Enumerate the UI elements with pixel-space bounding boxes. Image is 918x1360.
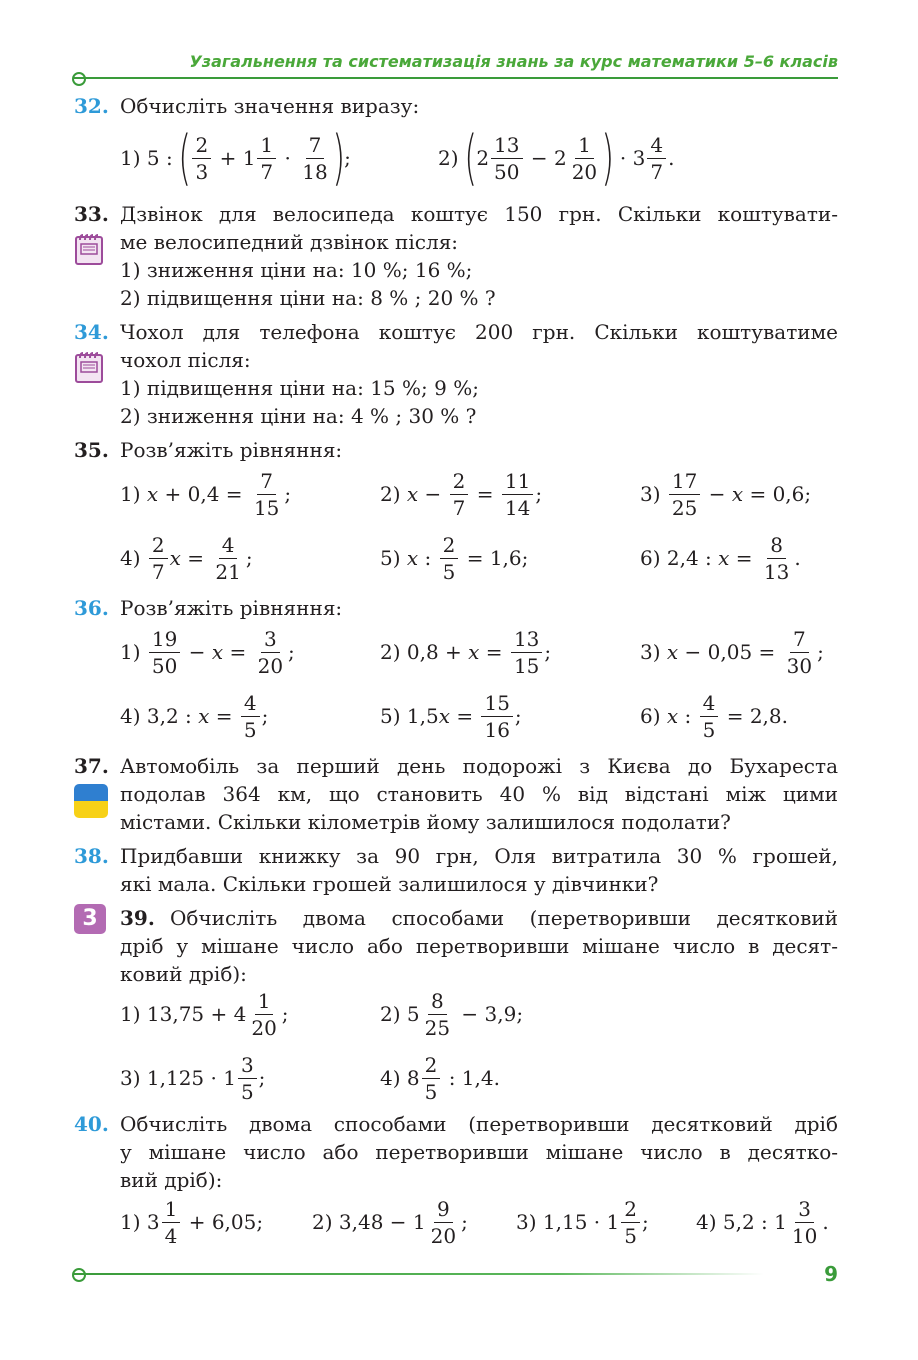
exercise-36-eq-1: 1) 19 50 − x = 3 20 ; xyxy=(120,626,295,678)
ukraine-flag-icon xyxy=(74,784,108,818)
exercise-35-eq-2: 2) x − 2 7 = 11 14 ; xyxy=(380,468,543,520)
exercise-32-part-1: 1) 5 : ( 2 3 + 1 1 7 · 7 18 ) ; xyxy=(120,123,351,193)
exercise-32-text: Обчисліть значення виразу: xyxy=(120,94,420,118)
exercise-39-part-1: 1) 13,75 + 4 1 20 ; xyxy=(120,988,289,1040)
exercise-39-part-2: 2) 5 8 25 − 3,9; xyxy=(380,988,524,1040)
exercise-35-eq-5: 5) x : 2 5 = 1,6; xyxy=(380,532,529,584)
exercise-34-number: 34. xyxy=(74,320,109,344)
exercise-33-line-3: 1) зниження ціни на: 10 %; 16 %; xyxy=(120,258,473,282)
exercise-34-line-3: 1) підвищення ціни на: 15 %; 9 %; xyxy=(120,376,479,400)
exercise-35-eq-3: 3) 17 25 − x = 0,6; xyxy=(640,468,812,520)
exercise-33-line-2: ме велосипедний дзвінок після: xyxy=(120,230,459,254)
header-rule-ring xyxy=(72,72,86,86)
exercise-39-number: 39. xyxy=(120,906,155,930)
exercise-35-text: Розв’яжіть рівняння: xyxy=(120,438,343,462)
page-number: 9 xyxy=(824,1262,838,1286)
exercise-36-eq-5: 5) 1,5 x = 15 16 ; xyxy=(380,690,522,742)
exercise-40-part-2: 2) 3,48 − 1 9 20 ; xyxy=(312,1196,468,1248)
exercise-34-line-2: чохол після: xyxy=(120,348,251,372)
exercise-40-line-3: вий дріб): xyxy=(120,1168,223,1192)
exercise-40-line-1: Обчисліть двома способами (перетворивши десятковий дріб xyxy=(120,1112,838,1136)
exercise-40-part-4: 4) 5,2 : 1 3 10 . xyxy=(696,1196,829,1248)
exercise-40-part-1: 1) 3 1 4 + 6,05; xyxy=(120,1196,264,1248)
exercise-34-line-4: 2) зниження ціни на: 4 % ; 30 % ? xyxy=(120,404,477,428)
exercise-36-eq-4: 4) 3,2 : x = 4 5 ; xyxy=(120,690,269,742)
exercise-39-part-4: 4) 8 2 5 : 1,4. xyxy=(380,1052,500,1104)
exercise-39-line-3: ковий дріб): xyxy=(120,962,247,986)
exercise-36-eq-3: 3) x − 0,05 = 7 30 ; xyxy=(640,626,824,678)
level-3-icon: 3 xyxy=(74,904,106,934)
exercise-38-line-2: які мала. Скільки грошей залишилося у дівчинки? xyxy=(120,872,659,896)
running-header: Узагальнення та систематизація знань за курс математики 5–6 класів xyxy=(189,52,838,71)
exercise-36-eq-6: 6) x : 4 5 = 2,8. xyxy=(640,690,788,742)
exercise-40-number: 40. xyxy=(74,1112,109,1136)
exercise-37-number: 37. xyxy=(74,754,109,778)
exercise-33-line-4: 2) підвищення ціни на: 8 % ; 20 % ? xyxy=(120,286,496,310)
footer-rule xyxy=(74,1273,764,1275)
footer-rule-ring xyxy=(72,1268,86,1282)
exercise-36-text: Розв’яжіть рівняння: xyxy=(120,596,343,620)
exercise-35-number: 35. xyxy=(74,438,109,462)
exercise-38-line-1: Придбавши книжку за 90 грн, Оля витратила 30 % грошей, xyxy=(120,844,838,868)
exercise-39-part-3: 3) 1,125 · 1 3 5 ; xyxy=(120,1052,266,1104)
exercise-34-line-1: Чохол для телефона коштує 200 грн. Скільки коштуватиме xyxy=(120,320,838,344)
notebook-icon xyxy=(74,232,104,266)
header-rule xyxy=(74,77,838,79)
exercise-32-number: 32. xyxy=(74,94,109,118)
exercise-36-number: 36. xyxy=(74,596,109,620)
exercise-37-line-3: містами. Скільки кілометрів йому залишилося подолати? xyxy=(120,810,731,834)
exercise-33-line-1: Дзвінок для велосипеда коштує 150 грн. Скільки коштувати- xyxy=(120,202,838,226)
exercise-39-line-2: дріб у мішане число або перетворивши мішане число в десят- xyxy=(120,934,838,958)
exercise-36-eq-2: 2) 0,8 + x = 13 15 ; xyxy=(380,626,552,678)
exercise-38-number: 38. xyxy=(74,844,109,868)
exercise-32-part-2: 2) ( 2 13 50 − 2 1 20 ) · 3 4 7 . xyxy=(438,123,675,193)
exercise-37-line-2: подолав 364 км, що становить 40 % від відстані між цими xyxy=(120,782,838,806)
exercise-35-eq-4: 4) 2 7 x = 4 21 ; xyxy=(120,532,253,584)
exercise-40-part-3: 3) 1,15 · 1 2 5 ; xyxy=(516,1196,649,1248)
notebook-icon xyxy=(74,350,104,384)
exercise-33-number: 33. xyxy=(74,202,109,226)
exercise-35-eq-6: 6) 2,4 : x = 8 13 . xyxy=(640,532,801,584)
exercise-39-line-1: Обчисліть двома способами (перетворивши десятковий xyxy=(170,906,838,930)
exercise-37-line-1: Автомобіль за перший день подорожі з Києва до Бухареста xyxy=(120,754,838,778)
exercise-35-eq-1: 1) x + 0,4 = 7 15 ; xyxy=(120,468,292,520)
exercise-40-line-2: у мішане число або перетворивши мішане число в десятко- xyxy=(120,1140,838,1164)
